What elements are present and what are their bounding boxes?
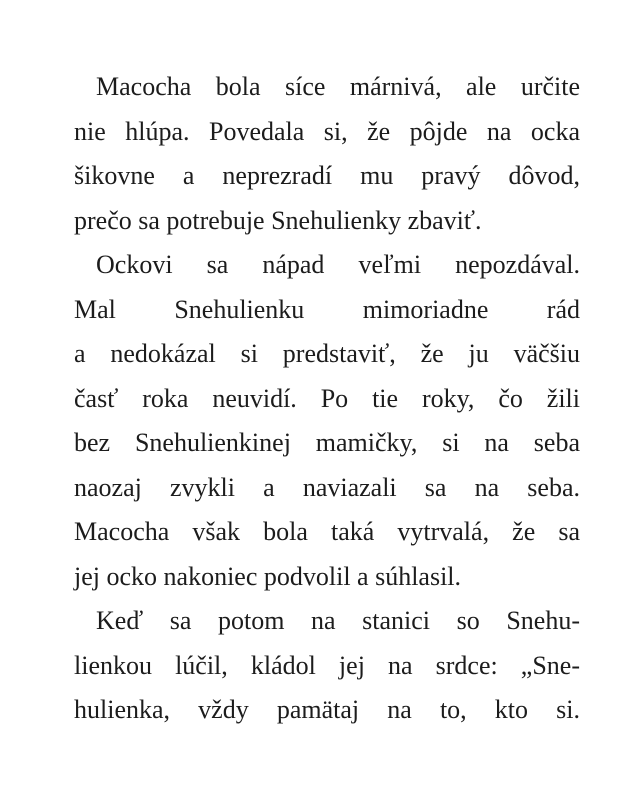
text-line: hulienka, vždy pamätaj na to, kto si. — [74, 695, 580, 724]
text-line: Macocha bola síce márnivá, ale určite — [96, 72, 580, 101]
text-line: prečo sa potrebuje Snehulienky zbaviť. — [74, 205, 482, 235]
text-line: jej ocko nakoniec podvolil a súhlasil. — [74, 561, 462, 591]
text-line: Mal Snehulienku mimoriadne rád — [74, 294, 580, 324]
paragraph-father-reluctance — [74, 243, 580, 599]
text-line: a nedokázal si predstaviť, že ju väčšiu — [74, 339, 580, 368]
text-line: Keď sa potom na stanici so Snehu- — [96, 606, 580, 635]
text-line: bez Snehulienkinej mamičky, si na seba — [74, 428, 580, 457]
text-line: nie hlúpa. Povedala si, že pôjde na ocka — [74, 116, 580, 146]
book-page — [74, 65, 580, 733]
text-line: Macocha však bola taká vytrvalá, že sa — [74, 517, 580, 546]
text-line: naozaj zvykli a naviazali sa na seba. — [74, 472, 580, 502]
text-line: Ockovi sa nápad veľmi nepozdával. — [96, 250, 580, 279]
paragraph-stepmother-plan — [74, 65, 580, 243]
paragraph-farewell — [74, 599, 580, 733]
text-line: časť roka neuvidí. Po tie roky, čo žili — [74, 383, 580, 413]
text-line: šikovne a neprezradí mu pravý dôvod, — [74, 161, 580, 190]
text-line: lienkou lúčil, kládol jej na srdce: „Sne- — [74, 650, 580, 680]
